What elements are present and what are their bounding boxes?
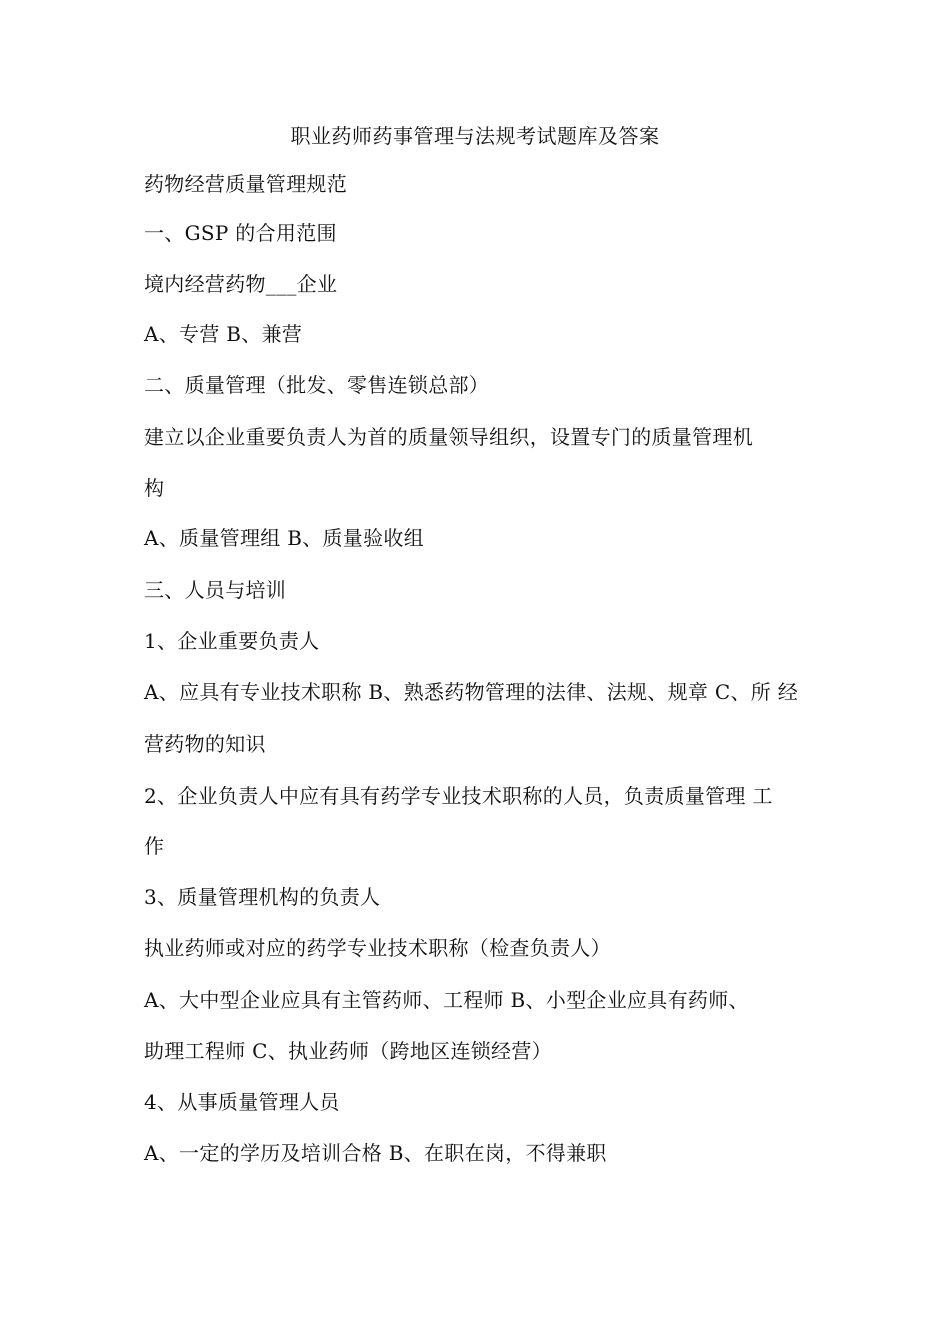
text-line-12: 营药物的知识 <box>144 732 266 756</box>
text-line-16: 执业药师或对应的药学专业技术职称（检查负责人） <box>144 936 611 960</box>
text-line-9: 三、人员与培训 <box>144 578 287 602</box>
text-line-7: 构 <box>144 476 165 500</box>
text-line-17: A、大中型企业应具有主管药师、工程师 B、小型企业应具有药师、 <box>144 988 749 1012</box>
text-line-18: 助理工程师 C、执业药师（跨地区连锁经营） <box>144 1039 552 1063</box>
text-line-14: 作 <box>144 834 165 858</box>
text-line-13: 2、企业负责人中应有具有药学专业技术职称的人员，负责质量管理 工 <box>144 784 773 808</box>
text-line-6: 建立以企业重要负责人为首的质量领导组织，设置专门的质量管理机 <box>144 425 753 449</box>
text-line-4: A、专营 B、兼营 <box>144 322 303 346</box>
text-line-19: 4、从事质量管理人员 <box>144 1090 340 1114</box>
text-line-10: 1、企业重要负责人 <box>144 629 320 653</box>
text-line-5: 二、质量管理（批发、零售连锁总部） <box>144 373 490 397</box>
text-line-11: A、应具有专业技术职称 B、熟悉药物管理的法律、法规、规章 C、所 经 <box>144 680 799 704</box>
text-line-20: A、一定的学历及培训合格 B、在职在岗，不得兼职 <box>144 1141 607 1165</box>
text-line-1: 药物经营质量管理规范 <box>144 172 347 196</box>
document-title: 职业药师药事管理与法规考试题库及答案 <box>290 124 660 148</box>
text-line-8: A、质量管理组 B、质量验收组 <box>144 526 424 550</box>
text-line-15: 3、质量管理机构的负责人 <box>144 885 381 909</box>
text-line-2: 一、GSP 的合用范围 <box>144 221 337 245</box>
text-line-3: 境内经营药物___企业 <box>144 272 338 296</box>
